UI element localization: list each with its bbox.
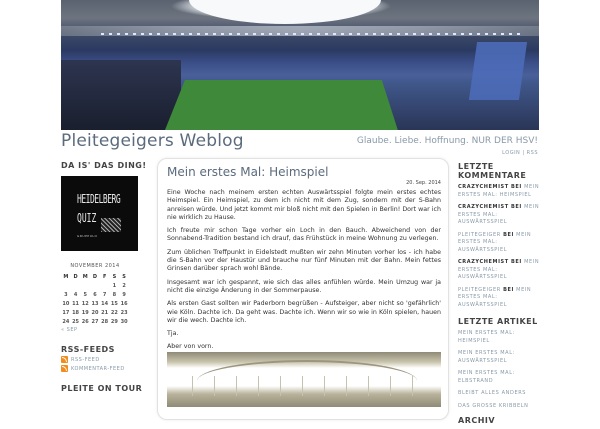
ad-text-line1: HEIDELBERG: [77, 192, 121, 207]
right-sidebar: [458, 162, 542, 429]
rss-link[interactable]: RSS: [526, 150, 538, 156]
calendar-day: 21: [101, 309, 109, 316]
rss-feed-link[interactable]: [61, 356, 151, 363]
calendar-week: [61, 290, 129, 299]
calendar-day: [100, 281, 110, 290]
post-stadium-image: [167, 352, 441, 407]
header-stadium-image: [61, 0, 539, 130]
recent-comment: [458, 232, 542, 255]
rss-icon: [61, 356, 68, 363]
calendar-widget: [61, 263, 129, 333]
fan-flag: [469, 42, 527, 100]
post-paragraph: Eine Woche nach meinem ersten echten Auswärtsspiel folgte mein erstes echtes Heimspiel. Ein Heimspiel, zu dem ich nicht mit dem Zug, sondern mit der S-Bahn anreisen würde. Und jetzt kommt mir bloß nicht mit den Spielen in Berlin! Dort war ich nie wirklich zu Hause.: [167, 189, 441, 221]
comment-post-link[interactable]: MEIN ERSTES MAL: AUSWÄRTSSPIEL: [458, 231, 532, 253]
recent-article-link[interactable]: MEIN ERSTES MAL: HEIMSPIEL: [458, 330, 515, 344]
comment-bei: BEI: [510, 259, 522, 265]
post-card: [157, 158, 449, 420]
calendar-day: [80, 281, 90, 290]
widget-title-ad: DA IS' DAS DING!: [61, 161, 147, 170]
comment-bei: BEI: [503, 286, 514, 293]
comment-author[interactable]: CRAZYCHEMIST: [458, 204, 509, 210]
comment-bei: BEI: [510, 184, 522, 190]
comment-post-link[interactable]: MEIN ERSTES MAL: AUSWÄRTSSPIEL: [458, 204, 540, 225]
calendar-week: [61, 308, 129, 317]
calendar-day: 6: [93, 291, 97, 298]
comment-bei: BEI: [510, 204, 522, 210]
calendar-day: 29: [110, 318, 118, 325]
comment-author[interactable]: CRAZYCHEMIST: [458, 184, 509, 190]
post-paragraph: Insgesamt war ich gespannt, wie sich das alles anfühlen würde. Mein Umzug war ja nicht die einzige Änderung in der Sommerpause.: [167, 278, 441, 294]
comment-feed-link[interactable]: [61, 365, 151, 372]
left-sidebar: [61, 161, 151, 393]
weekday: S: [112, 273, 117, 280]
calendar-day: 14: [101, 300, 109, 307]
calendar-day: 2: [122, 282, 126, 289]
login-link[interactable]: LOGIN: [502, 150, 521, 156]
post-paragraph: Als ersten Gast sollten wir Paderborn begrüßen - Aufsteiger, aber nicht so 'gefährlich' wie Köln. Dachte ich. Da geht was. Dachte ich. Wenn wir so wie in Köln spielen, hauen wir die wech. Dachte ich.: [167, 300, 441, 324]
post-date: 20. Sep. 2014: [406, 180, 441, 186]
recent-article-link[interactable]: MEIN ERSTES MAL: ELBSTRAND: [458, 370, 515, 384]
heidelberg-quiz-ad[interactable]: [61, 176, 138, 251]
calendar-day: 18: [72, 309, 80, 316]
post-title[interactable]: Mein erstes Mal: Heimspiel: [167, 165, 329, 179]
weekday: F: [102, 273, 107, 280]
comment-post-link[interactable]: MEIN ERSTES MAL: HEIMSPIEL: [458, 184, 540, 198]
calendar-day: 15: [110, 300, 118, 307]
calendar-weekday-row: [61, 272, 129, 281]
calendar-day: 4: [73, 291, 78, 298]
post-paragraph: Ich freute mir schon Tage vorher ein Loch in den Bauch. Abweichend von der Sonnabend-Tradition bestand ich drauf, das Frühstück in meine Wohnung zu verlegen.: [167, 227, 441, 243]
stadium-crowd: [61, 60, 181, 130]
calendar-day: 11: [72, 300, 80, 307]
weekday: S: [122, 273, 126, 280]
calendar-day: 30: [120, 318, 128, 325]
weekday: M: [82, 273, 88, 280]
ad-text-line2: QUIZ: [77, 211, 97, 226]
calendar-day: 10: [62, 300, 70, 307]
meta-separator: |: [520, 150, 527, 156]
rss-feed-label: RSS-FEED: [71, 356, 100, 363]
comment-post-link[interactable]: MEIN ERSTES MAL: AUSWÄRTSSPIEL: [458, 286, 532, 308]
comment-author[interactable]: PLEITEGEIGER: [458, 286, 501, 293]
calendar-day: 24: [62, 318, 70, 325]
calendar-day: 13: [91, 300, 99, 307]
calendar-day: [90, 281, 100, 290]
comment-post-link[interactable]: MEIN ERSTES MAL: AUSWÄRTSSPIEL: [458, 259, 540, 280]
calendar-day: [71, 281, 81, 290]
calendar-day: 12: [81, 300, 89, 307]
recent-comment: [458, 287, 542, 310]
calendar-prev-month-link[interactable]: « SEP: [61, 327, 78, 333]
widget-title-articles: LETZTE ARTIKEL: [458, 317, 538, 326]
calendar-day: 1: [112, 282, 117, 289]
calendar-week: [61, 281, 129, 290]
calendar-day: 7: [102, 291, 107, 298]
widget-title-comments: LETZTE KOMMENTARE: [458, 162, 527, 180]
recent-comment: [458, 259, 542, 282]
widget-title-archive: ARCHIV: [458, 416, 496, 425]
weekday: M: [63, 273, 69, 280]
calendar-day: 28: [101, 318, 109, 325]
calendar-day: 23: [120, 309, 128, 316]
blog-tagline: Glaube. Liebe. Hoffnung. NUR DER HSV!: [356, 136, 538, 146]
recent-article-link[interactable]: MEIN ERSTES MAL: AUSWÄRTSSPIEL: [458, 350, 515, 364]
post-paragraph: Aber von vorn.: [167, 343, 214, 351]
rss-icon: [61, 365, 68, 372]
weekday: D: [73, 273, 78, 280]
calendar-day: 5: [83, 291, 87, 298]
roof-poles: [192, 376, 432, 396]
ad-text-line3: GRUPPULO: [77, 234, 98, 238]
post-body: [167, 189, 441, 357]
recent-article-link[interactable]: BLEIBT ALLES ANDERS: [458, 390, 527, 396]
calendar-day: 27: [91, 318, 99, 325]
stadium-pitch: [161, 80, 401, 130]
ad-pattern-icon: [101, 218, 121, 232]
post-paragraph: Zum üblichen Treffpunkt in Eidelstedt mußten wir zehn Minuten vorher los - ich habe die S-Bahn vor der Haustür und brauche nur fünf Minuten mit der Bahn. Mein fettes Grinsen darüber sprach wohl Bände.: [167, 248, 441, 273]
calendar-day: 3: [64, 291, 68, 298]
stadium-lights: [101, 33, 521, 35]
calendar-caption: NOVEMBER 2014: [70, 263, 120, 269]
calendar-day: 26: [81, 318, 89, 325]
recent-comment: [458, 204, 542, 227]
calendar-day: [61, 281, 71, 290]
calendar-day: 17: [62, 309, 70, 316]
calendar-day: 9: [122, 291, 126, 298]
calendar-day: 8: [112, 291, 117, 298]
weekday: D: [92, 273, 98, 280]
calendar-day: 16: [120, 300, 128, 307]
comment-author[interactable]: PLEITEGEIGER: [458, 231, 501, 238]
widget-title-rss: RSS-FEEDS: [61, 345, 115, 354]
calendar-week: [61, 317, 129, 326]
calendar-day: 25: [72, 318, 80, 325]
calendar-table: [61, 272, 129, 326]
recent-article-link[interactable]: DAS GROSSE KRIBBELN: [458, 402, 529, 409]
recent-comment: [458, 184, 542, 199]
comment-author[interactable]: CRAZYCHEMIST: [458, 259, 509, 265]
comment-bei: BEI: [503, 231, 514, 238]
calendar-day: 19: [81, 309, 89, 316]
widget-title-tour: PLEITE ON TOUR: [61, 384, 143, 393]
blog-title[interactable]: Pleitegeigers Weblog: [61, 131, 244, 151]
calendar-week: [61, 299, 129, 308]
comment-feed-label: KOMMENTAR-FEED: [71, 365, 125, 372]
stadium-sky-opening: [189, 0, 381, 24]
calendar-day: 22: [110, 309, 118, 316]
post-paragraph: Tja.: [167, 330, 179, 338]
calendar-day: 20: [91, 309, 99, 316]
meta-links: [502, 150, 538, 156]
